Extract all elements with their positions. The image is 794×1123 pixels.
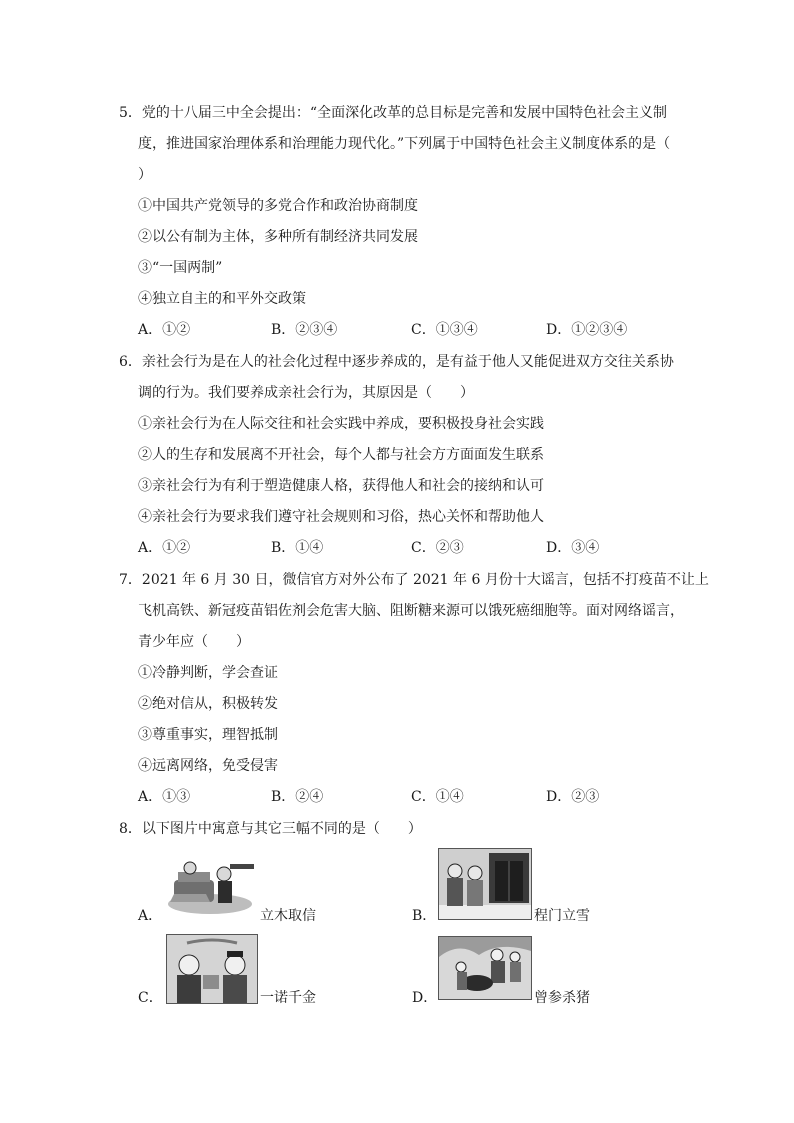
q8-option-c-label: C． <box>138 990 163 1006</box>
q7-choice-d[interactable]: D．②③ <box>546 789 600 805</box>
q8-option-b-caption: 程门立雪 <box>534 908 590 924</box>
q6-choice-c[interactable]: C．②③ <box>411 540 464 556</box>
q8-option-d-label: D． <box>412 990 438 1006</box>
q5-choice-b[interactable]: B．②③④ <box>271 322 338 338</box>
q6-item-1: ①亲社会行为在人际交往和社会实践中养成，要积极投身社会实践 <box>138 416 544 432</box>
q5-item-3: ③“一国两制” <box>138 260 223 276</box>
q5-choice-c[interactable]: C．①③④ <box>411 322 478 338</box>
q7-stem-line2: 飞机高铁、新冠疫苗铝佐剂会危害大脑、阻断糖来源可以饿死癌细胞等。面对网络谣言， <box>138 603 684 619</box>
q8-option-a-label: A． <box>138 908 163 924</box>
q7-item-2: ②绝对信从，积极转发 <box>138 696 278 712</box>
q8-option-c-caption: 一诺千金 <box>260 990 316 1006</box>
q6-item-3: ③亲社会行为有利于塑造健康人格，获得他人和社会的接纳和认可 <box>138 478 544 494</box>
q8-option-a[interactable] <box>138 848 388 928</box>
q7-choice-c[interactable]: C．①④ <box>411 789 464 805</box>
q5-item-1: ①中国共产党领导的多党合作和政治协商制度 <box>138 198 418 214</box>
q5-item-4: ④独立自主的和平外交政策 <box>138 291 306 307</box>
q7-choices <box>138 787 698 807</box>
q6-stem-line2: 调的行为。我们要养成亲社会行为，其原因是（ ） <box>138 385 474 401</box>
q6-choice-a[interactable]: A．①② <box>138 540 191 556</box>
q6-item-2: ②人的生存和发展离不开社会，每个人都与社会方方面面发生联系 <box>138 447 544 463</box>
q5-choices <box>138 320 698 340</box>
q8-option-d[interactable] <box>412 932 662 1012</box>
q7-choice-b[interactable]: B．②④ <box>271 789 324 805</box>
q7-item-4: ④远离网络，免受侵害 <box>138 758 278 774</box>
q7-stem-line1: 7．2021 年 6 月 30 日，微信官方对外公布了 2021 年 6 月份十大谣言，包括不打疫苗不让上 <box>119 572 709 588</box>
q8-stem: 8．以下图片中寓意与其它三幅不同的是（ ） <box>119 821 422 837</box>
q6-stem-line1: 6．亲社会行为是在人的社会化过程中逐步养成的，是有益于他人又能促进双方交往关系协 <box>119 354 674 370</box>
q6-choices <box>138 538 698 558</box>
q8-option-b-image <box>438 848 532 920</box>
q8-option-c-image <box>166 934 258 1004</box>
q5-choice-a[interactable]: A．①② <box>138 322 191 338</box>
q7-stem-line3: 青少年应（ ） <box>138 634 250 650</box>
q8-option-a-image <box>166 854 254 916</box>
q8-option-b[interactable] <box>412 848 662 928</box>
q6-item-4: ④亲社会行为要求我们遵守社会规则和习俗，热心关怀和帮助他人 <box>138 509 544 525</box>
q7-item-1: ①冷静判断，学会查证 <box>138 665 278 681</box>
q8-option-d-image <box>438 936 532 1000</box>
q6-choice-d[interactable]: D．③④ <box>546 540 600 556</box>
q5-item-2: ②以公有制为主体，多种所有制经济共同发展 <box>138 229 418 245</box>
q5-stem-line2: 度，推进国家治理体系和治理能力现代化。”下列属于中国特色社会主义制度体系的是（ <box>138 136 671 152</box>
q5-stem-line3: ） <box>138 167 152 183</box>
q5-choice-d[interactable]: D．①②③④ <box>546 322 628 338</box>
q7-item-3: ③尊重事实，理智抵制 <box>138 727 278 743</box>
q8-option-a-caption: 立木取信 <box>260 908 316 924</box>
q8-option-b-label: B． <box>412 908 437 924</box>
q5-stem-line1: 5．党的十八届三中全会提出：“全面深化改革的总目标是完善和发展中国特色社会主义制 <box>119 105 668 121</box>
q8-option-d-caption: 曾参杀猪 <box>534 990 590 1006</box>
q6-choice-b[interactable]: B．①④ <box>271 540 324 556</box>
q8-option-c[interactable] <box>138 932 388 1012</box>
q7-choice-a[interactable]: A．①③ <box>138 789 191 805</box>
